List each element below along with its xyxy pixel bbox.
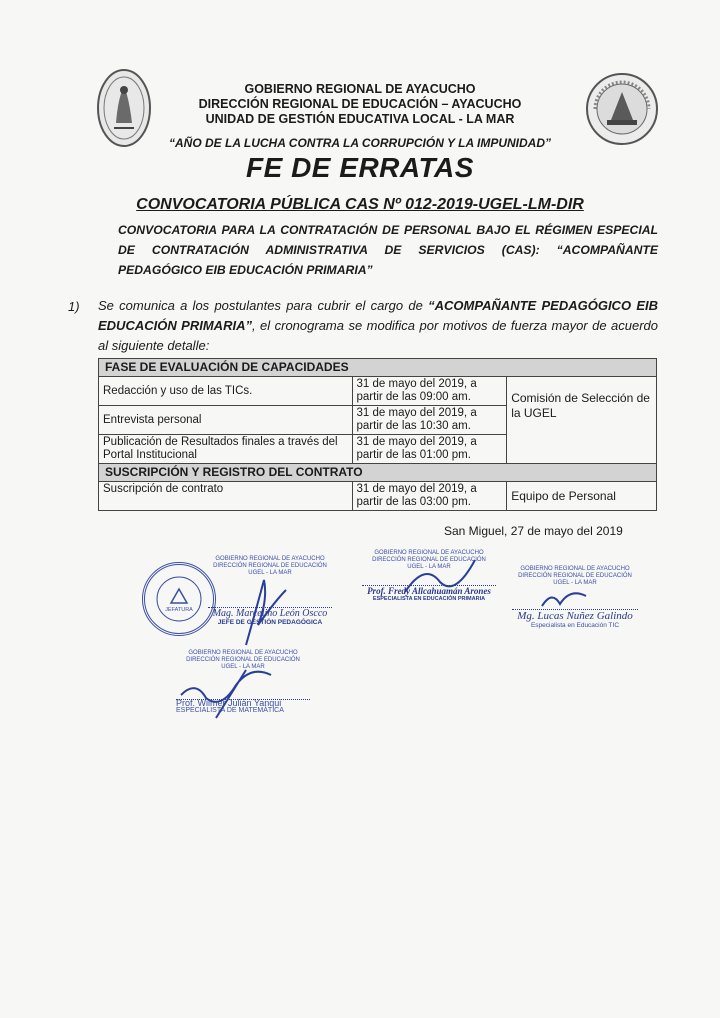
item-text-before: Se comunica a los postulantes para cubrir el cargo de — [98, 298, 429, 313]
header-line-2: DIRECCIÓN REGIONAL DE EDUCACIÓN – AYACUCHO — [198, 97, 522, 111]
signer-name: Mg. Lucas Nuñez Galindo — [517, 610, 633, 622]
year-motto: “AÑO DE LA LUCHA CONTRA LA CORRUPCIÓN Y LA IMPUNIDAD” — [169, 136, 551, 150]
activity-cell: Suscripción de contrato — [99, 482, 353, 511]
convocation-description — [118, 220, 658, 280]
signer-name: Prof. Wilmer Julián Yanqui — [176, 698, 282, 708]
table-section-row — [99, 464, 657, 482]
responsible-cell: Comisión de Selección de la UGEL — [507, 377, 657, 464]
official-seal — [142, 562, 216, 636]
item-paragraph — [98, 296, 658, 356]
header-line-3: UNIDAD DE GESTIÓN EDUCATIVA LOCAL - LA MAR — [205, 112, 515, 126]
stamp-line: GOBIERNO REGIONAL DE AYACUCHO — [215, 556, 325, 562]
date-cell: 31 de mayo del 2019, a partir de las 09:00 am. — [352, 377, 507, 406]
activity-cell: Publicación de Resultados finales a través del Portal Institucional — [99, 435, 353, 464]
stamp-line: UGEL - LA MAR — [221, 664, 265, 670]
handwritten-signature — [236, 570, 296, 650]
stamp-line: DIRECCIÓN REGIONAL DE EDUCACIÓN — [213, 563, 327, 569]
table-row — [99, 377, 657, 406]
date-cell: 31 de mayo del 2019, a partir de las 01:00 pm. — [352, 435, 507, 464]
signer-name: Prof. Fredy Allcahuamán Arones — [367, 586, 491, 596]
item-highlight: “ACOMPAÑANTE PEDAGÓGICO EIB EDUCACIÓN PRIMARIA” — [98, 298, 658, 333]
activity-cell: Redacción y uso de las TICs. — [99, 377, 353, 406]
stamp-line: UGEL - LA MAR — [553, 580, 597, 586]
signer-role: ESPECIALISTA DE MATEMÁTICA — [176, 707, 284, 714]
stamp-line: DIRECCIÓN REGIONAL DE EDUCACIÓN — [372, 557, 486, 563]
description-line-3: PEDAGÓGICO EIB EDUCACIÓN PRIMARIA” — [118, 263, 373, 277]
institution-header — [150, 82, 570, 127]
stamp-line: GOBIERNO REGIONAL DE AYACUCHO — [188, 650, 298, 656]
item-text-after: , el cronograma se modifica por motivos de fuerza mayor de acuerdo al siguiente detalle: — [98, 318, 658, 353]
activity-cell: Entrevista personal — [99, 406, 353, 435]
signer-role: Especialista en Educación TIC — [530, 622, 620, 629]
date-cell: 31 de mayo del 2019, a partir de las 03:00 pm. — [352, 482, 507, 511]
schedule-table — [98, 358, 657, 511]
stamp-line: DIRECCIÓN REGIONAL DE EDUCACIÓN — [186, 657, 300, 663]
place-date: San Miguel, 27 de mayo del 2019 — [444, 524, 623, 538]
document-title: FE DE ERRATAS — [246, 152, 474, 183]
stamp-line: UGEL - LA MAR — [407, 564, 451, 570]
table-row — [99, 482, 657, 511]
signer-role: ESPECIALISTA EN EDUCACIÓN PRIMARIA — [372, 596, 486, 602]
handwritten-signature — [176, 660, 286, 720]
section-header-evaluation: FASE DE EVALUACIÓN DE CAPACIDADES — [99, 359, 657, 377]
seal-text: JEFATURA — [165, 607, 193, 613]
description-line-2: DE CONTRATACIÓN ADMINISTRATIVA DE SERVICIOS (CAS): “ACOMPAÑANTE — [118, 243, 658, 257]
responsible-cell: Equipo de Personal — [507, 482, 657, 511]
signer-role: JEFE DE GESTIÓN PEDAGÓGICA — [217, 619, 323, 626]
section-header-contract: SUSCRIPCIÓN Y REGISTRO DEL CONTRATO — [99, 464, 657, 482]
signer-name: Mag. Marcelino León Oscco — [212, 608, 328, 619]
handwritten-signature — [400, 552, 480, 602]
item-number: 1) — [68, 299, 80, 314]
table-section-row — [99, 359, 657, 377]
stamp-line: UGEL - LA MAR — [248, 570, 292, 576]
document-subtitle: CONVOCATORIA PÚBLICA CAS Nº 012-2019-UGEL-LM-DIR — [136, 196, 584, 213]
handwritten-signature — [540, 586, 590, 612]
date-cell: 31 de mayo del 2019, a partir de las 10:30 am. — [352, 406, 507, 435]
header-line-1: GOBIERNO REGIONAL DE AYACUCHO — [244, 82, 476, 96]
stamp-line: GOBIERNO REGIONAL DE AYACUCHO — [520, 566, 630, 572]
stamp-line: GOBIERNO REGIONAL DE AYACUCHO — [374, 550, 484, 556]
dre-logo — [585, 72, 659, 146]
description-line-1: CONVOCATORIA PARA LA CONTRATACIÓN DE PERSONAL BAJO EL RÉGIMEN ESPECIAL — [118, 223, 658, 237]
stamp-line: DIRECCIÓN REGIONAL DE EDUCACIÓN — [518, 573, 632, 579]
